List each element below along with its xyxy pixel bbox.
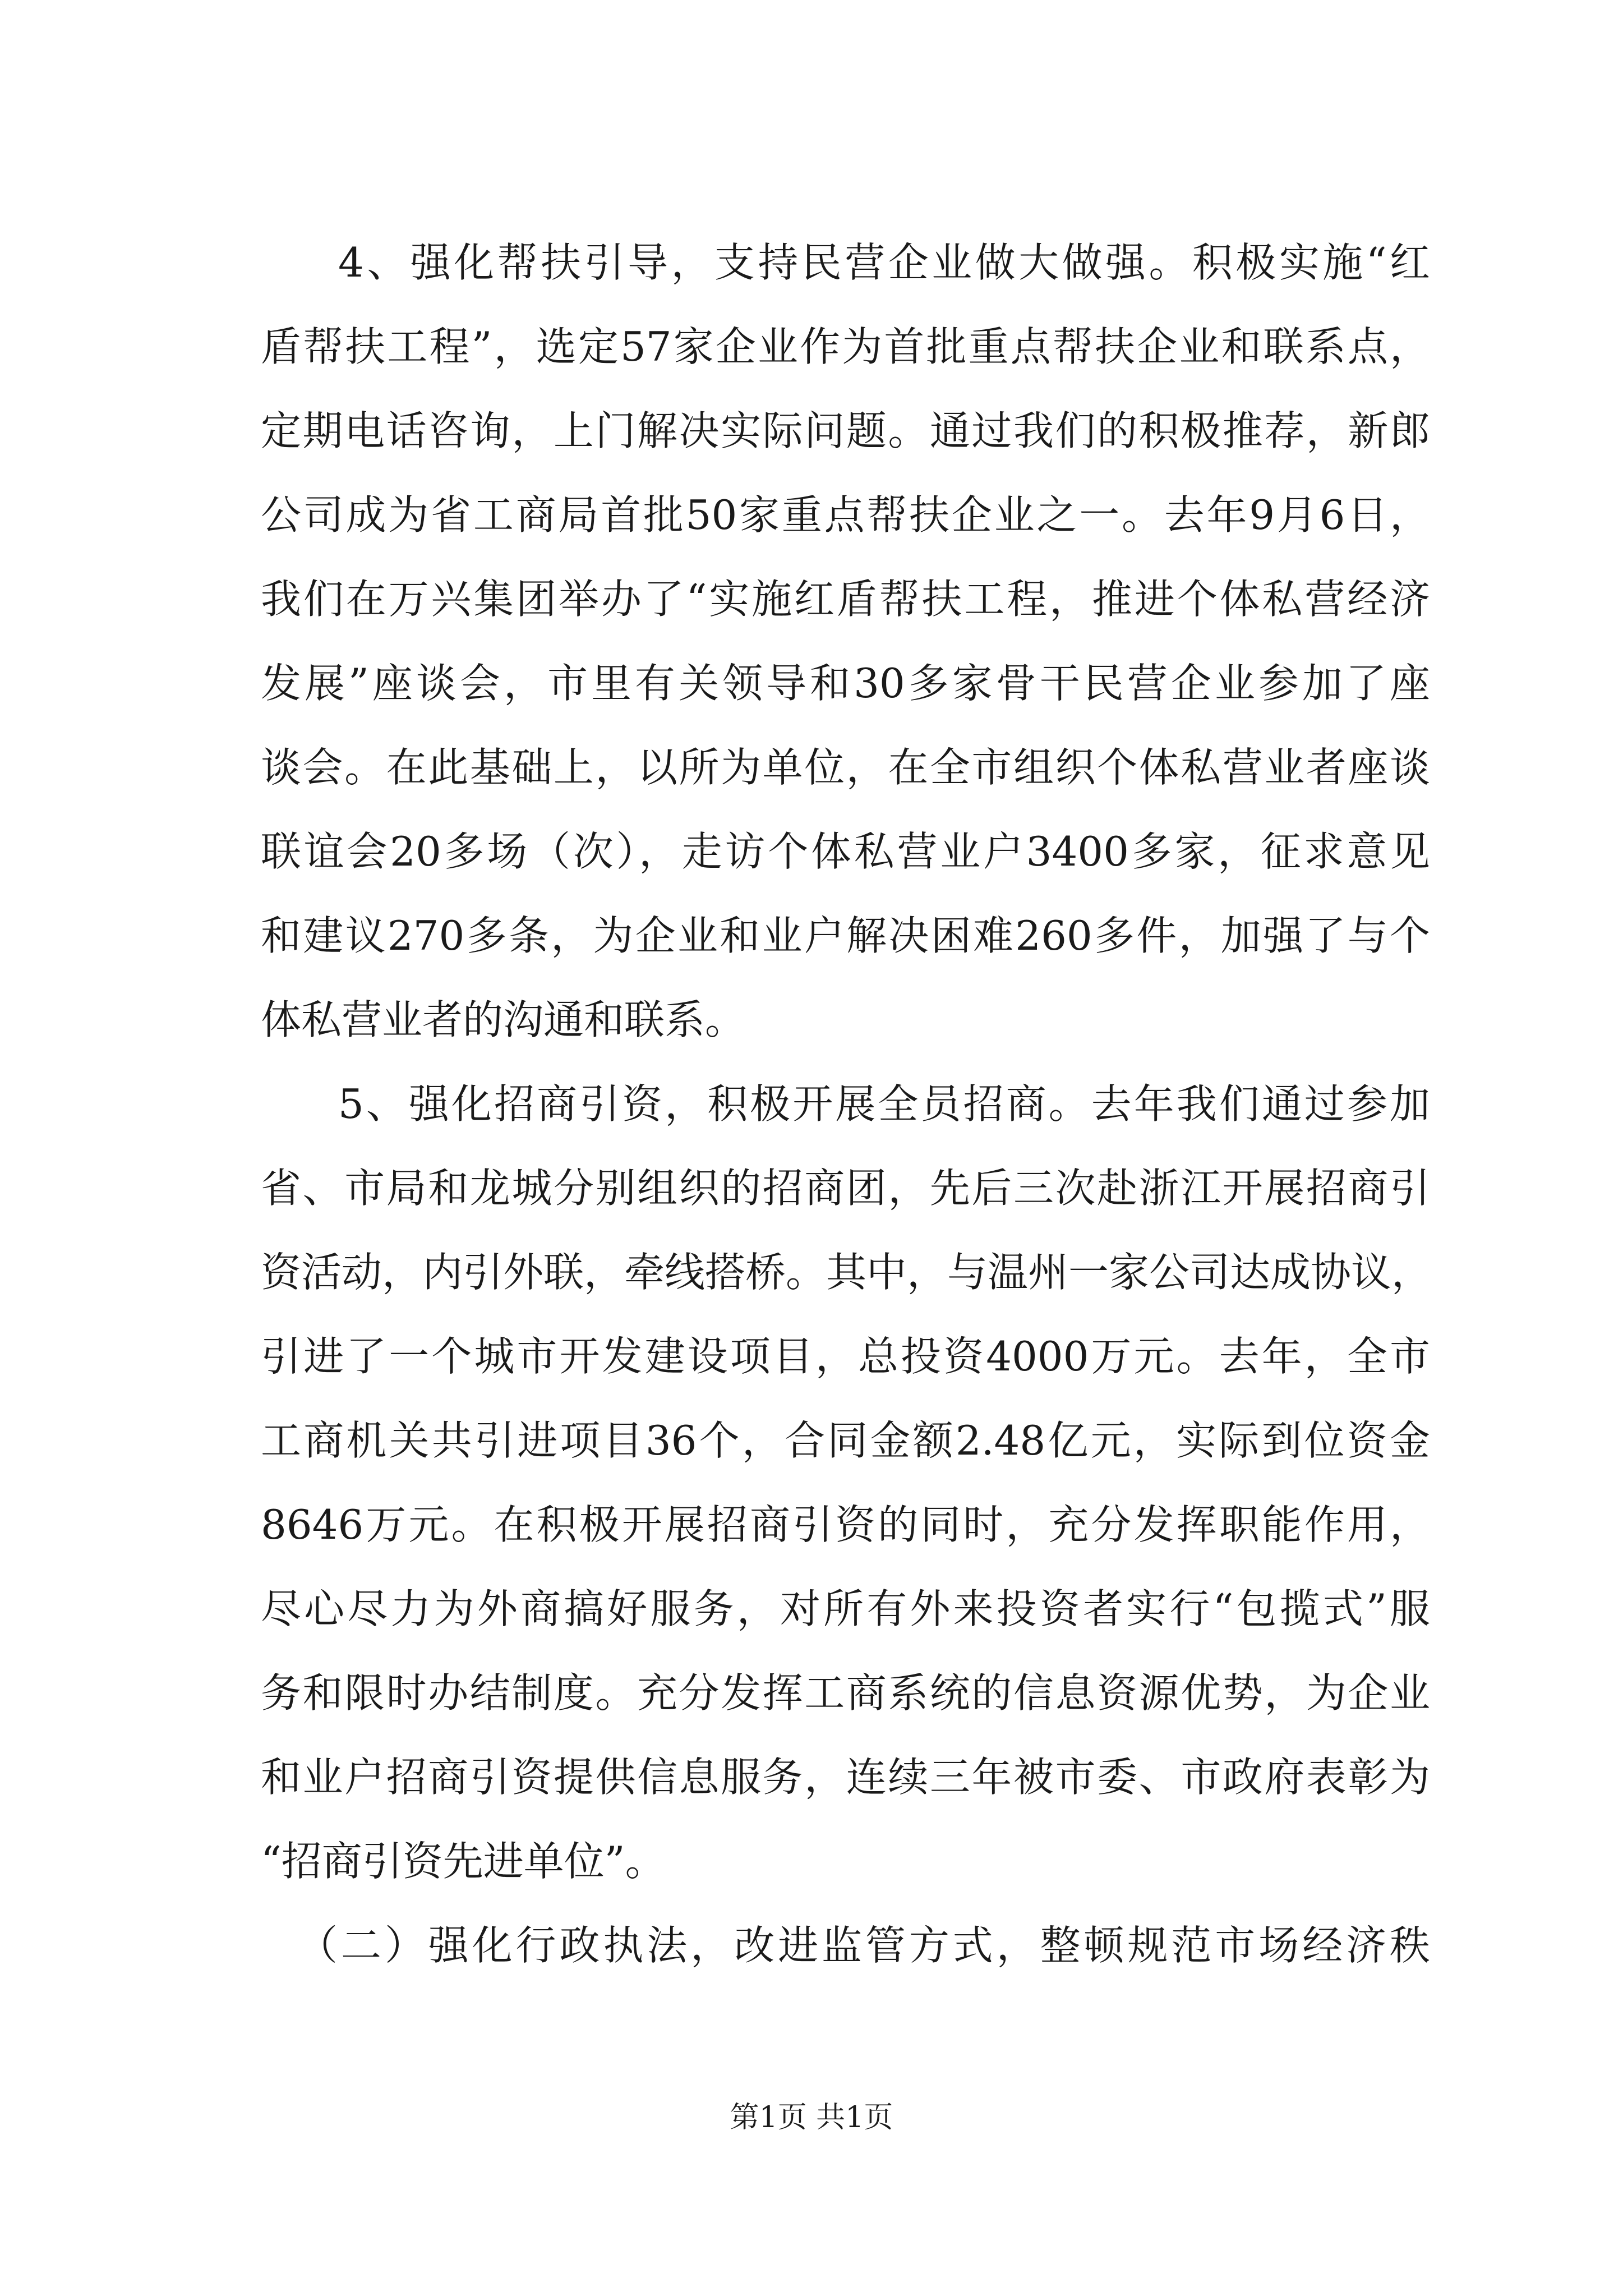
paragraph-1-line-5: 我们在万兴集团举办了“实施红盾帮扶工程，推进个体私营经济	[261, 576, 1430, 623]
paragraph-1-line-3: 定期电话咨询，上门解决实际问题。通过我们的积极推荐，新郎	[261, 407, 1430, 454]
paragraph-1-line-9: 和建议270多条，为企业和业户解决困难260多件，加强了与个	[261, 912, 1430, 959]
paragraph-2-line-6: 8646万元。在积极开展招商引资的同时，充分发挥职能作用，	[261, 1501, 1430, 1548]
paragraph-1-line-2: 盾帮扶工程”，选定57家企业作为首批重点帮扶企业和联系点，	[261, 323, 1430, 370]
paragraph-1-line-7: 谈会。在此基础上，以所为单位，在全市组织个体私营业者座谈	[261, 744, 1430, 791]
page-number-footer: 第1页 共1页	[730, 2101, 893, 2134]
paragraph-2-line-7: 尽心尽力为外商搞好服务，对所有外来投资者实行“包揽式”服	[261, 1585, 1430, 1632]
paragraph-1-line-10: 体私营业者的沟通和联系。	[261, 996, 746, 1043]
section-heading-line: （二）强化行政执法，改进监管方式，整顿规范市场经济秩	[297, 1922, 1430, 1969]
paragraph-2-line-10: “招商引资先进单位”。	[261, 1838, 666, 1885]
paragraph-2-line-2: 省、市局和龙城分别组织的招商团，先后三次赴浙江开展招商引	[261, 1165, 1430, 1212]
paragraph-1-line-4: 公司成为省工商局首批50家重点帮扶企业之一。去年9月6日，	[261, 491, 1430, 539]
paragraph-2-line-4: 引进了一个城市开发建设项目，总投资4000万元。去年，全市	[261, 1333, 1430, 1380]
paragraph-1-line-8: 联谊会20多场（次），走访个体私营业户3400多家，征求意见	[261, 828, 1430, 875]
paragraph-2-line-5: 工商机关共引进项目36个，合同金额2.48亿元，实际到位资金	[261, 1417, 1430, 1464]
paragraph-2-line-1: 5、强化招商引资，积极开展全员招商。去年我们通过参加	[338, 1080, 1430, 1128]
paragraph-1-line-1: 4、强化帮扶引导，支持民营企业做大做强。积极实施“红	[338, 239, 1430, 286]
paragraph-2-line-9: 和业户招商引资提供信息服务，连续三年被市委、市政府表彰为	[261, 1754, 1430, 1801]
paragraph-2-line-8: 务和限时办结制度。充分发挥工商系统的信息资源优势，为企业	[261, 1669, 1430, 1717]
paragraph-2-line-3: 资活动，内引外联，牵线搭桥。其中，与温州一家公司达成协议，	[261, 1249, 1432, 1296]
paragraph-1-line-6: 发展”座谈会，市里有关领导和30多家骨干民营企业参加了座	[261, 660, 1430, 707]
